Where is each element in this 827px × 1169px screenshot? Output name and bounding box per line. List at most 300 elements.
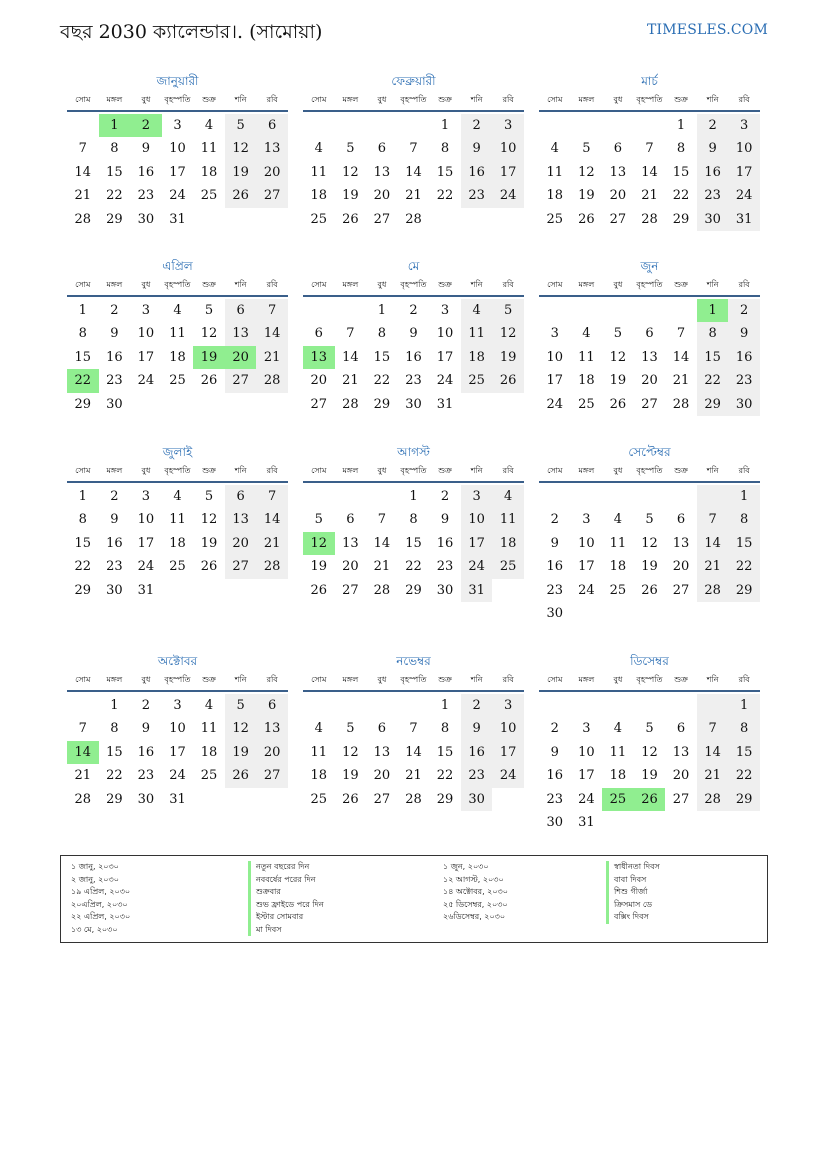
week-row [539, 485, 760, 508]
holiday-date: ২২ এপ্রিল, ২০৩০ [71, 912, 131, 921]
week-row [67, 322, 288, 345]
day-cell: 23 [106, 559, 123, 575]
weekday-label: মঙ্গল [578, 279, 595, 289]
day-cell: 22 [728, 555, 760, 578]
day-cell: 9 [409, 326, 418, 342]
day-cell: 17 [461, 532, 493, 555]
day-cell: 6 [346, 512, 355, 528]
week-row [303, 346, 524, 369]
day-cell: 7 [409, 141, 418, 157]
day-cell: 11 [200, 141, 218, 157]
week-row [67, 208, 288, 231]
empty-cell [225, 393, 257, 416]
week-row [67, 532, 288, 555]
day-cell: 20 [672, 559, 690, 575]
week-row [303, 764, 524, 787]
day-cell: 8 [440, 141, 450, 157]
empty-cell [303, 299, 335, 322]
empty-cell [634, 114, 666, 137]
week-row [539, 346, 760, 369]
weekday-label: রবি [266, 465, 278, 475]
day-cell: 20 [672, 768, 690, 784]
day-cell: 6 [256, 114, 288, 137]
day-cell: 1 [728, 485, 760, 508]
day-cell: 7 [676, 326, 686, 342]
day-cell: 5 [346, 141, 355, 157]
week-row [303, 393, 524, 416]
day-cell: 28 [74, 791, 92, 807]
day-cell: 20 [256, 741, 288, 764]
day-cell: 8 [78, 326, 87, 342]
week-row [67, 485, 288, 508]
week-row [67, 161, 288, 184]
weekday-label: বৃহস্পতি [164, 674, 191, 684]
empty-cell [728, 811, 760, 834]
day-cell: 11 [169, 512, 186, 528]
empty-cell [256, 579, 288, 602]
week-row [539, 299, 760, 322]
weekday-label: বুধ [377, 94, 387, 104]
week-row [303, 741, 524, 764]
empty-cell [571, 694, 603, 717]
day-cell: 29 [728, 579, 760, 602]
day-cell: 24 [169, 188, 186, 204]
day-cell: 26 [342, 791, 359, 807]
month-block [539, 652, 760, 834]
weekday-label: শুক্র [674, 674, 688, 684]
empty-cell [571, 299, 603, 322]
day-cell: 14 [405, 744, 422, 760]
day-cell: 10 [137, 326, 155, 342]
day-cell: 15 [74, 535, 92, 551]
week-row [67, 508, 288, 531]
weekday-label: শনি [470, 465, 483, 475]
weekday-label: সোম [75, 465, 91, 475]
month-block [67, 652, 288, 811]
holiday-legend [60, 855, 768, 943]
weekday-label: মঙ্গল [342, 465, 359, 475]
weekday-label: শনি [234, 279, 247, 289]
weekday-label: মঙ্গল [342, 279, 359, 289]
month-name: জানুয়ারী [156, 74, 199, 88]
weekday-label: মঙ্গল [578, 674, 595, 684]
weekday-label: বৃহস্পতি [400, 465, 427, 475]
empty-cell [193, 393, 225, 416]
empty-cell [539, 114, 571, 137]
week-row [67, 299, 288, 322]
day-cell: 18 [609, 559, 627, 575]
holiday-name: ক্রিসমাস ডে [606, 899, 660, 912]
day-cell: 1 [110, 698, 119, 713]
day-cell: 10 [492, 717, 524, 740]
empty-cell [697, 485, 729, 508]
day-cell: 11 [461, 322, 493, 345]
day-cell: 3 [141, 489, 151, 504]
day-cell: 14 [641, 164, 658, 180]
day-cell: 26 [634, 788, 666, 811]
day-cell: 19 [578, 188, 595, 204]
day-cell: 30 [546, 605, 564, 621]
weekday-header [67, 90, 288, 112]
empty-cell [728, 602, 760, 625]
day-cell: 15 [405, 535, 422, 551]
day-cell: 29 [106, 211, 123, 227]
month-name: মার্চ [641, 74, 658, 88]
week-row [539, 555, 760, 578]
day-cell: 26 [225, 184, 257, 207]
day-cell: 24 [728, 184, 760, 207]
day-cell: 16 [461, 741, 493, 764]
day-cell: 9 [110, 512, 119, 528]
weekday-label: শুক্র [438, 465, 452, 475]
day-cell: 5 [346, 721, 355, 737]
day-cell: 4 [461, 299, 493, 322]
page-title: বছর 2030 ক্যালেন্ডার।. (সামোয়া) [60, 21, 323, 43]
day-cell: 19 [609, 373, 627, 389]
weekday-label: সোম [547, 279, 563, 289]
day-cell: 15 [728, 741, 760, 764]
day-cell: 14 [697, 741, 729, 764]
day-cell: 3 [582, 721, 591, 737]
month-block [67, 257, 288, 416]
day-cell: 3 [141, 303, 151, 318]
empty-cell [398, 114, 430, 137]
day-cell: 6 [377, 141, 387, 157]
holiday-name: বক্সিং দিবস [606, 911, 660, 924]
month-name: জুন [640, 259, 659, 273]
empty-cell [335, 485, 367, 508]
weekday-header [67, 461, 288, 483]
empty-cell [398, 694, 430, 717]
day-cell: 22 [67, 369, 99, 392]
weekday-header [303, 670, 524, 692]
week-row [303, 299, 524, 322]
day-cell: 30 [728, 393, 760, 416]
site-link[interactable]: TIMESLES.COM [647, 22, 768, 38]
weekday-label: শনি [470, 674, 483, 684]
empty-cell [366, 694, 398, 717]
day-cell: 20 [310, 373, 328, 389]
day-cell: 2 [130, 114, 162, 137]
day-cell: 14 [67, 741, 99, 764]
day-cell: 2 [728, 299, 760, 322]
day-cell: 7 [645, 141, 654, 157]
weekday-label: শুক্র [202, 94, 216, 104]
weekday-label: মঙ্গল [578, 465, 595, 475]
empty-cell [634, 299, 666, 322]
week-row [67, 741, 288, 764]
weekday-label: শনি [706, 674, 719, 684]
empty-cell [429, 208, 461, 231]
day-cell: 27 [256, 184, 288, 207]
day-cell: 22 [728, 764, 760, 787]
day-cell: 16 [137, 744, 155, 760]
day-cell: 5 [492, 299, 524, 322]
empty-cell [67, 114, 99, 137]
weekday-label: রবি [738, 279, 750, 289]
day-cell: 18 [310, 188, 328, 204]
day-cell: 1 [697, 299, 729, 322]
weekday-label: মঙ্গল [106, 674, 123, 684]
day-cell: 25 [169, 373, 186, 389]
day-cell: 6 [225, 485, 257, 508]
day-cell: 10 [728, 137, 760, 160]
weekday-label: বুধ [613, 674, 623, 684]
empty-cell [539, 694, 571, 717]
weekday-label: সোম [75, 94, 91, 104]
day-cell: 19 [641, 559, 658, 575]
day-cell: 25 [602, 788, 634, 811]
day-cell: 15 [728, 532, 760, 555]
day-cell: 16 [106, 535, 123, 551]
weekday-label: বুধ [377, 279, 387, 289]
empty-cell [665, 485, 697, 508]
day-cell: 15 [697, 346, 729, 369]
day-cell: 10 [546, 349, 564, 365]
day-cell: 19 [492, 346, 524, 369]
day-cell: 31 [728, 208, 760, 231]
day-cell: 14 [256, 508, 288, 531]
day-cell: 27 [373, 211, 391, 227]
day-cell: 22 [106, 188, 123, 204]
weekday-label: শনি [706, 94, 719, 104]
week-row [67, 788, 288, 811]
day-cell: 28 [641, 211, 658, 227]
empty-cell [602, 299, 634, 322]
day-cell: 14 [405, 164, 422, 180]
day-cell: 8 [110, 721, 119, 737]
month-block [303, 257, 524, 416]
day-cell: 25 [492, 555, 524, 578]
week-row [303, 788, 524, 811]
day-cell: 25 [461, 369, 493, 392]
holiday-name: স্বাধীনতা দিবস [606, 861, 660, 874]
month-name: ডিসেম্বর [630, 654, 669, 668]
week-row [539, 508, 760, 531]
day-cell: 8 [676, 141, 686, 157]
week-row [539, 717, 760, 740]
weekday-label: রবি [266, 279, 278, 289]
day-cell: 31 [461, 579, 493, 602]
day-cell: 27 [256, 764, 288, 787]
day-cell: 26 [492, 369, 524, 392]
day-cell: 30 [436, 582, 454, 598]
day-cell: 13 [609, 164, 627, 180]
weekday-label: রবি [738, 465, 750, 475]
day-cell: 15 [373, 349, 391, 365]
day-cell: 9 [440, 512, 450, 528]
week-row [67, 184, 288, 207]
weekday-label: শুক্র [674, 94, 688, 104]
week-row [539, 788, 760, 811]
empty-cell [256, 788, 288, 811]
day-cell: 23 [405, 373, 422, 389]
day-cell: 14 [697, 532, 729, 555]
empty-cell [130, 393, 162, 416]
empty-cell [67, 694, 99, 717]
day-cell: 8 [78, 512, 87, 528]
day-cell: 3 [550, 326, 559, 342]
day-cell: 11 [609, 744, 627, 760]
day-cell: 11 [310, 164, 328, 180]
day-cell: 11 [609, 535, 627, 551]
day-cell: 29 [74, 396, 92, 412]
empty-cell [571, 602, 603, 625]
day-cell: 12 [342, 164, 359, 180]
weekday-label: সোম [311, 674, 327, 684]
day-cell: 23 [461, 764, 493, 787]
day-cell: 10 [578, 535, 595, 551]
week-row [303, 114, 524, 137]
day-cell: 30 [697, 208, 729, 231]
day-cell: 18 [310, 768, 328, 784]
day-cell: 18 [609, 768, 627, 784]
empty-cell [256, 208, 288, 231]
day-cell: 5 [204, 303, 214, 318]
day-cell: 22 [697, 369, 729, 392]
day-cell: 19 [342, 768, 359, 784]
day-cell: 30 [137, 211, 155, 227]
day-cell: 25 [310, 211, 328, 227]
day-cell: 6 [225, 299, 257, 322]
day-cell: 29 [436, 791, 454, 807]
empty-cell [492, 579, 524, 602]
empty-cell [665, 694, 697, 717]
day-cell: 13 [225, 322, 257, 345]
day-cell: 31 [169, 211, 186, 227]
day-cell: 16 [546, 559, 564, 575]
empty-cell [697, 694, 729, 717]
week-row [303, 322, 524, 345]
day-cell: 17 [137, 535, 155, 551]
day-cell: 29 [106, 791, 123, 807]
day-cell: 3 [728, 114, 760, 137]
week-row [67, 137, 288, 160]
weekday-label: বুধ [141, 674, 151, 684]
day-cell: 30 [106, 396, 123, 412]
day-cell: 21 [697, 555, 729, 578]
weekday-label: বুধ [141, 94, 151, 104]
day-cell: 28 [672, 396, 690, 412]
holiday-name: নববর্ষের পরের দিন [248, 874, 324, 887]
week-row [303, 694, 524, 717]
day-cell: 8 [440, 721, 450, 737]
month-name: আগস্ট [397, 445, 430, 459]
day-cell: 24 [492, 184, 524, 207]
weekday-label: মঙ্গল [578, 94, 595, 104]
day-cell: 15 [74, 349, 92, 365]
day-cell: 28 [74, 211, 92, 227]
holiday-name: মা দিবস [248, 924, 324, 937]
day-cell: 31 [578, 814, 595, 830]
day-cell: 5 [225, 694, 257, 717]
day-cell: 21 [405, 768, 422, 784]
day-cell: 8 [409, 512, 418, 528]
day-cell: 23 [461, 184, 493, 207]
month-name: ফেব্রুয়ারী [391, 74, 436, 88]
weekday-label: বৃহস্পতি [636, 279, 663, 289]
day-cell: 2 [110, 489, 119, 504]
day-cell: 4 [492, 485, 524, 508]
day-cell: 18 [200, 164, 218, 180]
day-cell: 12 [641, 744, 658, 760]
holiday-name: ইস্টার সোমবার [248, 911, 324, 924]
day-cell: 28 [373, 582, 391, 598]
day-cell: 1 [78, 303, 87, 318]
day-cell: 31 [436, 396, 454, 412]
weekday-label: মঙ্গল [106, 279, 123, 289]
weekday-header [303, 461, 524, 483]
day-cell: 9 [697, 137, 729, 160]
day-cell: 19 [225, 741, 257, 764]
day-cell: 7 [409, 721, 418, 737]
week-row [67, 694, 288, 717]
day-cell: 21 [373, 559, 391, 575]
day-cell: 31 [169, 791, 186, 807]
day-cell: 25 [609, 582, 627, 598]
day-cell: 7 [346, 326, 355, 342]
weekday-label: শনি [470, 94, 483, 104]
day-cell: 15 [436, 164, 454, 180]
weekday-header [539, 90, 760, 112]
day-cell: 17 [546, 373, 564, 389]
day-cell: 19 [225, 161, 257, 184]
weekday-label: বুধ [141, 465, 151, 475]
day-cell: 6 [377, 721, 387, 737]
day-cell: 24 [492, 764, 524, 787]
day-cell: 13 [256, 137, 288, 160]
empty-cell [335, 299, 367, 322]
day-cell: 8 [728, 717, 760, 740]
day-cell: 10 [169, 721, 186, 737]
day-cell: 22 [373, 373, 391, 389]
legend-left-dates [71, 861, 130, 936]
day-cell: 14 [74, 164, 92, 180]
day-cell: 24 [137, 559, 155, 575]
day-cell: 10 [461, 508, 493, 531]
day-cell: 17 [436, 349, 454, 365]
weekday-label: বুধ [613, 94, 623, 104]
holiday-date: ১৩ মে, ২০৩০ [71, 924, 118, 934]
day-cell: 21 [405, 188, 422, 204]
empty-cell [571, 114, 603, 137]
day-cell: 18 [546, 188, 564, 204]
holiday-date: ১৪ অক্টোবর, ২০৩০ [443, 887, 508, 896]
day-cell: 21 [74, 188, 92, 204]
day-cell: 29 [697, 393, 729, 416]
weekday-label: বৃহস্পতি [400, 94, 427, 104]
day-cell: 29 [373, 396, 391, 412]
day-cell: 28 [342, 396, 359, 412]
day-cell: 29 [74, 582, 92, 598]
week-row [539, 184, 760, 207]
weekday-label: শনি [234, 674, 247, 684]
weekday-label: সোম [75, 674, 91, 684]
day-cell: 28 [405, 211, 422, 227]
day-cell: 4 [550, 141, 559, 157]
day-cell: 4 [173, 303, 182, 318]
day-cell: 30 [137, 791, 155, 807]
month-block [303, 443, 524, 602]
day-cell: 19 [310, 559, 328, 575]
legend-right-names [606, 861, 660, 924]
day-cell: 26 [200, 373, 218, 389]
weekday-label: বৃহস্পতি [400, 279, 427, 289]
day-cell: 5 [645, 721, 654, 737]
day-cell: 23 [546, 582, 564, 598]
weekday-label: শুক্র [674, 279, 688, 289]
day-cell: 22 [106, 768, 123, 784]
